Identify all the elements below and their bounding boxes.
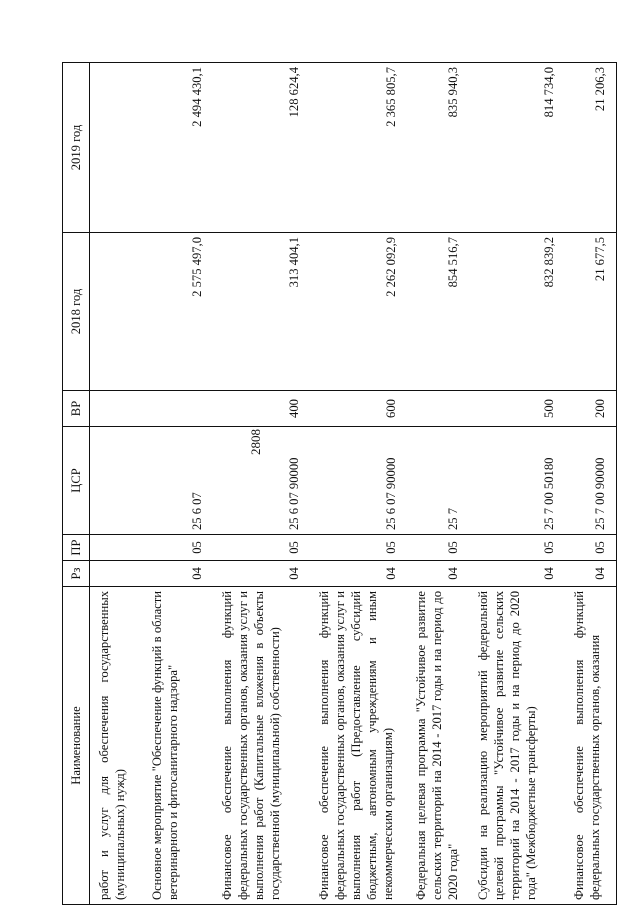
row-rz: 04 bbox=[143, 561, 213, 587]
row-2018 bbox=[90, 233, 143, 391]
row-csr: 25 7 00 50180 bbox=[469, 427, 565, 535]
row-pr: 05 bbox=[407, 535, 469, 561]
row-pr: 05 bbox=[565, 535, 617, 561]
row-csr: 25 7 00 90000 bbox=[565, 427, 617, 535]
row-pr: 05 bbox=[469, 535, 565, 561]
row-csr: 25 6 07 90000 bbox=[213, 427, 310, 535]
col-header-vr: ВР bbox=[63, 391, 90, 427]
row-pr: 05 bbox=[310, 535, 407, 561]
row-name: Федеральная целевая программа "Устойчивое развитие сельских территорий на 2014 - 2017 годы и на период до 2020 года" bbox=[407, 587, 469, 905]
row-pr bbox=[90, 535, 143, 561]
table-row bbox=[213, 63, 310, 905]
row-2019: 128 624,4 bbox=[213, 63, 310, 233]
col-header-2019: 2019 год bbox=[63, 63, 90, 233]
row-2019 bbox=[90, 63, 143, 233]
row-vr bbox=[143, 391, 213, 427]
row-name: Субсидии на реализацию мероприятий федеральной целевой программы "Устойчивое развитие сельских территорий на 2014 - 2017 годы и на период до 2020 года" (Межбюджетные трансферты) bbox=[469, 587, 565, 905]
row-2019: 814 734,0 bbox=[469, 63, 565, 233]
table-row bbox=[565, 63, 617, 905]
row-rz: 04 bbox=[469, 561, 565, 587]
row-pr: 05 bbox=[143, 535, 213, 561]
row-2018: 2 575 497,0 bbox=[143, 233, 213, 391]
row-2019: 2 494 430,1 bbox=[143, 63, 213, 233]
row-vr: 500 bbox=[469, 391, 565, 427]
row-name: Основное мероприятие "Обеспечение функций в области ветеринарного и фитосанитарного надзора" bbox=[143, 587, 213, 905]
col-header-name: Наименование bbox=[63, 587, 90, 905]
row-rz: 04 bbox=[310, 561, 407, 587]
table-row bbox=[310, 63, 407, 905]
row-rz: 04 bbox=[213, 561, 310, 587]
table-row bbox=[143, 63, 213, 905]
row-pr: 05 bbox=[213, 535, 310, 561]
row-2018: 2 262 092,9 bbox=[310, 233, 407, 391]
rotated-page bbox=[62, 63, 607, 905]
row-2019: 835 940,3 bbox=[407, 63, 469, 233]
row-name: работ и услуг для обеспечения государственных (муниципальных) нужд) bbox=[90, 587, 143, 905]
col-header-pr: ПР bbox=[63, 535, 90, 561]
row-vr bbox=[90, 391, 143, 427]
page-number: 2808 bbox=[248, 429, 263, 455]
table-row bbox=[90, 63, 143, 905]
col-header-rz: Рз bbox=[63, 561, 90, 587]
row-rz: 04 bbox=[565, 561, 617, 587]
row-name: Финансовое обеспечение выполнения функций федеральных государственных органов, оказания bbox=[565, 587, 617, 905]
row-vr: 200 bbox=[565, 391, 617, 427]
row-rz bbox=[90, 561, 143, 587]
row-2018: 854 516,7 bbox=[407, 233, 469, 391]
col-header-csr: ЦСР bbox=[63, 427, 90, 535]
table-row bbox=[407, 63, 469, 905]
row-2018: 21 677,5 bbox=[565, 233, 617, 391]
row-vr: 400 bbox=[213, 391, 310, 427]
row-csr: 25 6 07 90000 bbox=[310, 427, 407, 535]
row-2019: 2 365 805,7 bbox=[310, 63, 407, 233]
table-row bbox=[469, 63, 565, 905]
col-header-2018: 2018 год bbox=[63, 233, 90, 391]
row-csr: 25 7 bbox=[407, 427, 469, 535]
row-2018: 832 839,2 bbox=[469, 233, 565, 391]
row-vr bbox=[407, 391, 469, 427]
row-2019: 21 206,3 bbox=[565, 63, 617, 233]
row-csr bbox=[90, 427, 143, 535]
row-name: Финансовое обеспечение выполнения функций федеральных государственных органов, оказания услуг и выполнения работ (Капитальные вложения в объекты государственной (муниципальной) собственности) bbox=[213, 587, 310, 905]
row-2018: 313 404,1 bbox=[213, 233, 310, 391]
budget-table bbox=[62, 62, 617, 905]
row-rz: 04 bbox=[407, 561, 469, 587]
table-header bbox=[63, 63, 90, 905]
row-vr: 600 bbox=[310, 391, 407, 427]
row-name: Финансовое обеспечение выполнения функций федеральных государственных органов, оказания услуг и выполнения работ (Предоставление субсидий бюджетным, автономным учреждениям и иным некоммерческим организациям) bbox=[310, 587, 407, 905]
row-csr: 25 6 07 bbox=[143, 427, 213, 535]
